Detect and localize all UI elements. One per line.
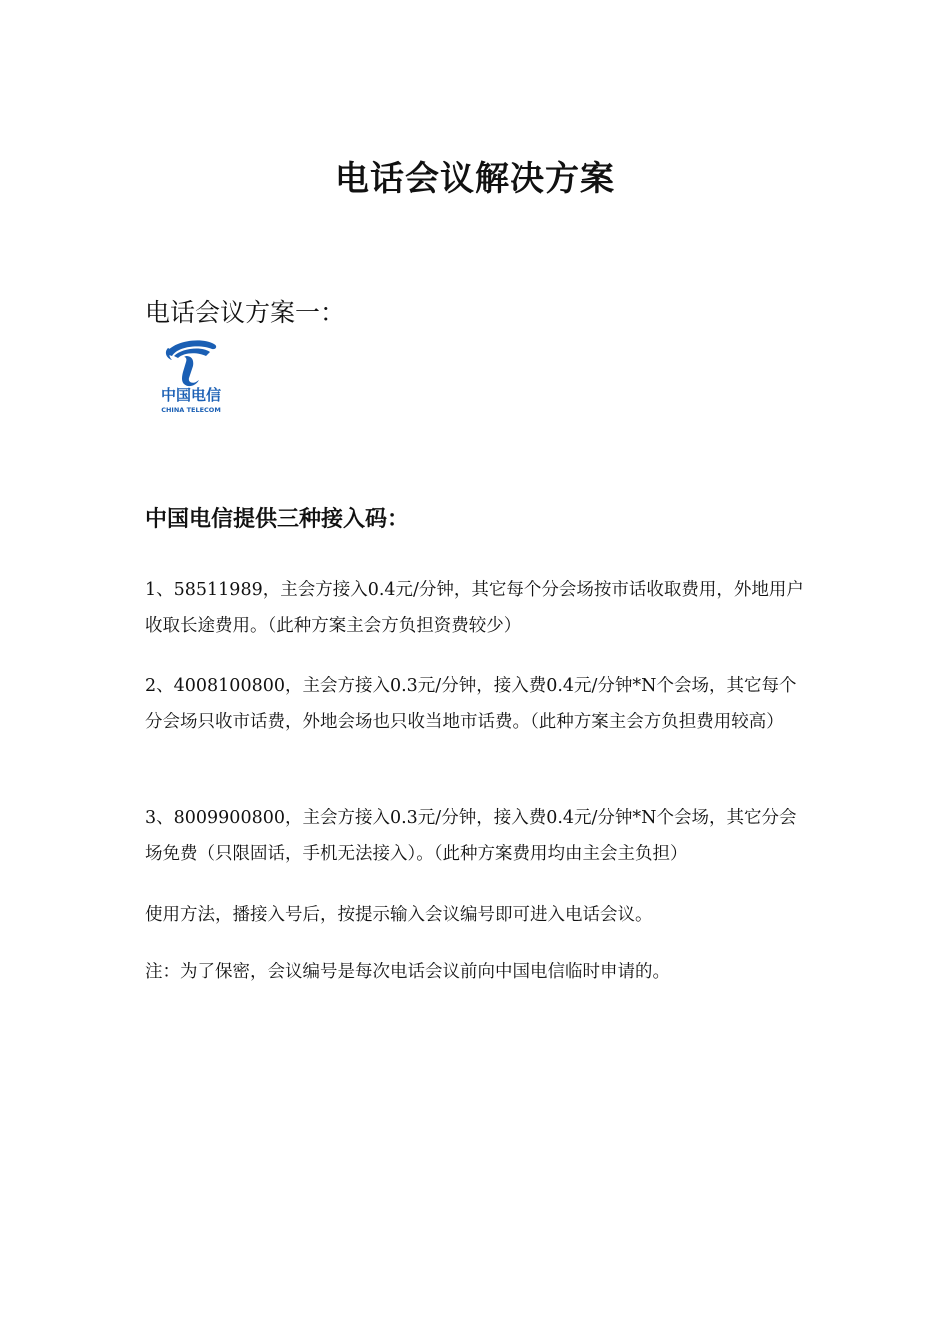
document-title: 电话会议解决方案 <box>335 159 615 199</box>
paragraph-usage: 使用方法，播接入号后，按提示输入会议编号即可进入电话会议。 <box>145 905 653 925</box>
telecom-swirl-icon <box>166 340 216 386</box>
china-telecom-logo <box>152 334 230 418</box>
paragraph-option-1: 1、58511989，主会方接入0.4元/分钟，其它每个分会场按市话收取费用，外地用户收取长途费用。（此种方案主会方负担资费较少） <box>145 580 804 636</box>
logo-chinese-text: 中国电信 <box>160 386 222 404</box>
logo-english-text: CHINA TELECOM <box>161 406 221 414</box>
paragraph-option-3: 3、8009900800，主会方接入0.3元/分钟，接入费0.4元/分钟*N个会场，其它分会场免费（只限固话，手机无法接入）。（此种方案费用均由主会主负担） <box>145 808 797 864</box>
paragraph-note: 注：为了保密，会议编号是每次电话会议前向中国电信临时申请的。 <box>145 962 670 982</box>
section-heading: 电话会议方案一： <box>145 298 346 327</box>
access-codes-heading: 中国电信提供三种接入码： <box>145 507 410 532</box>
paragraph-option-2: 2、4008100800，主会方接入0.3元/分钟，接入费0.4元/分钟*N个会场，其它每个分会场只收市话费，外地会场也只收当地市话费。（此种方案主会方负担费用较高） <box>145 676 797 732</box>
